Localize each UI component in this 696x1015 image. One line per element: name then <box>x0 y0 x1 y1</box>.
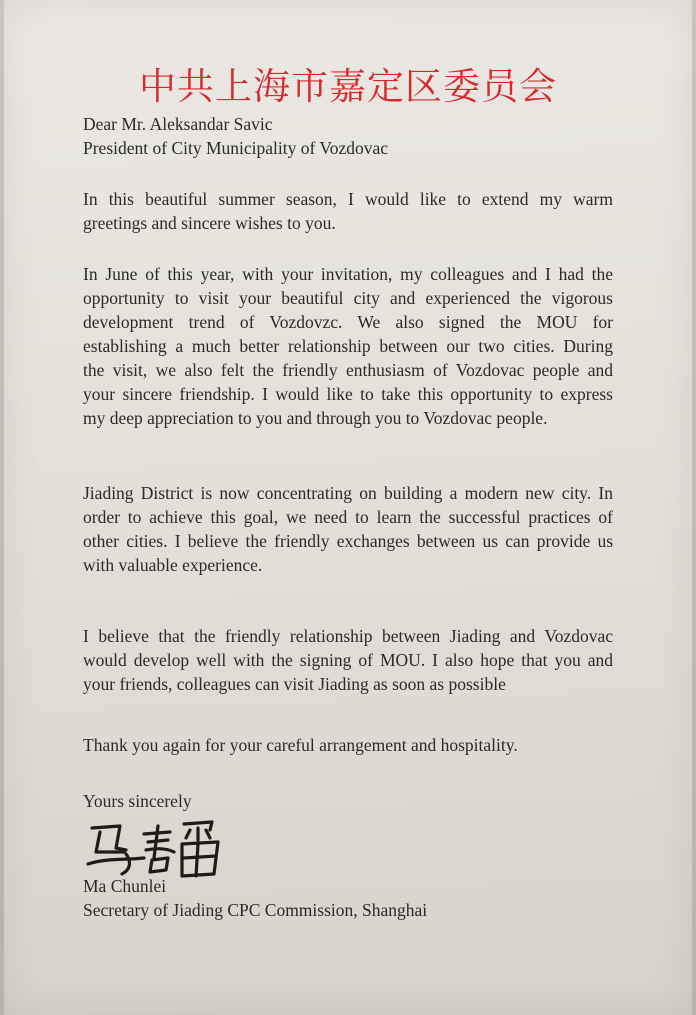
paragraph-5 <box>83 733 613 757</box>
paragraph-line: Jiading District is now concentrating on building a modern new city. In <box>83 483 613 503</box>
letter-paper <box>4 0 692 1015</box>
paragraph-line: the visit, we also felt the friendly enthusiasm of Vozdovac people and <box>83 360 613 380</box>
paragraph-line: with valuable experience. <box>83 555 263 575</box>
recipient-block <box>83 112 613 160</box>
paragraph-line: order to achieve this goal, we need to learn the successful practices of <box>83 507 613 527</box>
paragraph-line: my deep appreciation to you and through you to Vozdovac people. <box>83 408 548 428</box>
paragraph-line: your friends, colleagues can visit Jiading as soon as possible <box>83 674 506 694</box>
signer-name: Ma Chunlei <box>83 876 167 896</box>
paragraph-line: opportunity to visit your beautiful city and experienced the vigorous <box>83 288 613 308</box>
paragraph-3 <box>83 481 613 577</box>
recipient-position: President of City Municipality of Vozdovac <box>83 138 389 158</box>
paragraph-line: your sincere friendship. I would like to take this opportunity to express <box>83 384 613 404</box>
signer-title: Secretary of Jiading CPC Commission, Shanghai <box>83 900 428 920</box>
handwritten-signature <box>86 818 236 880</box>
paragraph-line: I believe that the friendly relationship between Jiading and Vozdovac <box>83 626 613 646</box>
signer-block <box>83 874 613 922</box>
paragraph-line: greetings and sincere wishes to you. <box>83 213 336 233</box>
paragraph-4 <box>83 624 613 696</box>
salutation: Dear Mr. Aleksandar Savic <box>83 114 273 134</box>
letterhead-title: 中共上海市嘉定区委员会 <box>139 65 557 108</box>
paragraph-line: In June of this year, with your invitation, my colleagues and I had the <box>83 264 613 284</box>
paragraph-line: establishing a much better relationship between our two cities. During <box>83 336 613 356</box>
paragraph-line: Thank you again for your careful arrangement and hospitality. <box>83 735 518 755</box>
paragraph-line: other cities. I believe the friendly exchanges between us can provide us <box>83 531 613 551</box>
paragraph-1 <box>83 187 613 235</box>
paragraph-line: development trend of Vozdovzc. We also signed the MOU for <box>83 312 613 332</box>
paragraph-2 <box>83 262 613 430</box>
paragraph-line: In this beautiful summer season, I would like to extend my warm <box>83 189 613 209</box>
valediction: Yours sincerely <box>83 791 192 811</box>
paragraph-line: would develop well with the signing of MOU. I also hope that you and <box>83 650 613 670</box>
